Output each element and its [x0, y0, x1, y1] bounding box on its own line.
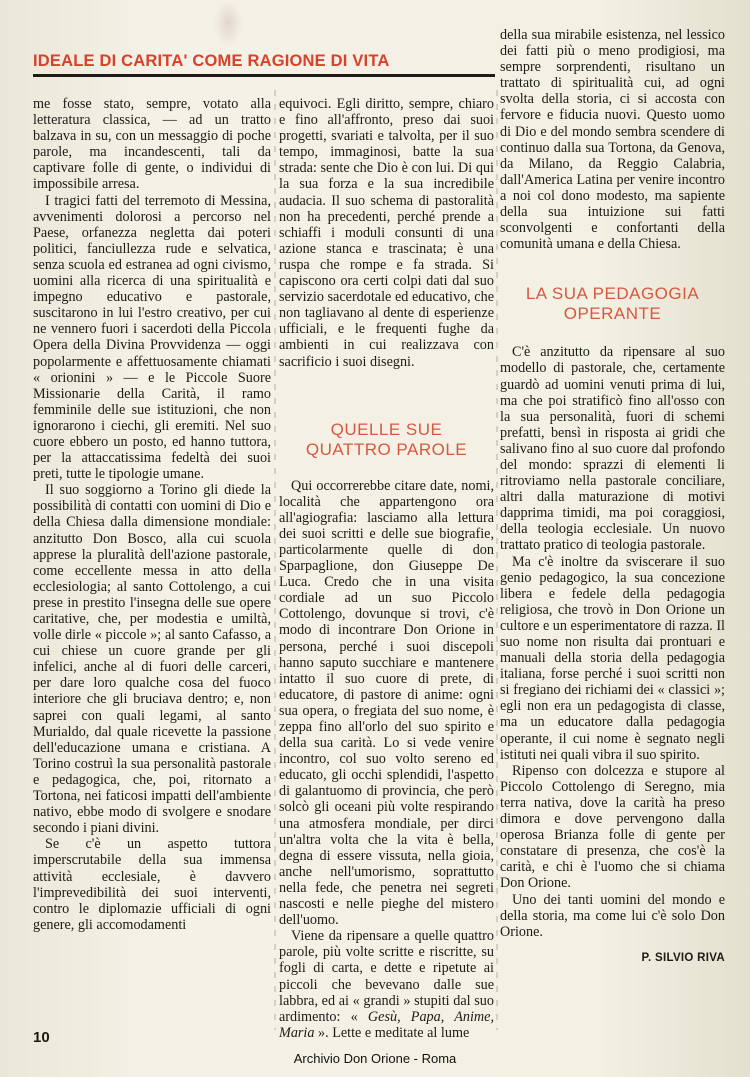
- author-signature: P. SILVIO RIVA: [641, 951, 725, 964]
- paragraph-text: ». Lette e meditate al lume: [314, 1024, 470, 1041]
- column-1: [33, 96, 271, 933]
- paragraph: Ma c'è inoltre da sviscerare il suo genio pedagogico, la sua concezione libera e fedele della pedagogia religiosa, che trovò in Don Orione un cultore e un esperimentatore di razza. Il suo nome non risulta dai prontuari e manuali della storia della pedagogia italiana, forse perché i suoi scritti non si fregiano dei richiami dei « classici »; egli non era un pedagogista di classe, ma un educatore dalla pedagogia operante, il cui nome è segnato negli istituti nei quali vibra il suo spirito.: [500, 553, 725, 763]
- section-heading-line: LA SUA PEDAGOGIA: [525, 284, 700, 304]
- section-heading-line: QUELLE SUE: [330, 419, 443, 439]
- archive-footer: Archivio Don Orione - Roma: [293, 1051, 457, 1066]
- paragraph: [279, 928, 494, 1041]
- paragraph: I tragici fatti del terremoto di Messina, avvenimenti dolorosi a percorso nel Paese, orfanezza negletta dai poteri politici, fanciullezza rude e selvatica, senza scuola ed estranea ad ogni civismo, uomini alla ricerca di una spiritualità e impegno educativo e pastorale, suscitarono in lui l'estro creativo, per cui ne vennero fuori i sacerdoti della Piccola Opera della Divina Provvidenza — oggi popolarmente e affettuosamente chiamati « orionini » — e le Piccole Suore Missionarie della Carità, il ramo femminile delle sue istituzioni, che non ignorarono i ciechi, gli eremiti. Nel suo cuore ebbero un posto, ed hanno tuttora, per la attaccatissima fedeltà dei suoi preti, tutte le tipologie umane.: [33, 192, 271, 483]
- section-heading-line: OPERANTE: [563, 304, 662, 324]
- paragraph: Qui occorrerebbe citare date, nomi, località che appartengono ora all'agiografia: lasciamo alla lettura dei suoi scritti e delle sue biografie, particolarmente quelle di don Sparpaglione, don Giuseppe De Luca. Credo che in una visita cordiale ad un suo Piccolo Cottolengo, dovunque si trovi, c'è modo di incontrare Don Orione in persona, perché i suoi discepoli hanno saputo succhiare e mantenere intatto il suo cuore di prete, di educatore, di pastore di anime: ogni sua opera, o fregiata del suo nome, è zeppa fino all'orlo del suo spirito e della sua carità. Lo si vede venire incontro, col suo volto sereno ed educato, gli occhi splendidi, l'aspetto di galantuomo di provincia, che però solcò gli oceani più volte respirando una atmosfera mondiale, per dirci un'altra volta che la vita è bella, degna di essere vissuta, nella gioia, anche nell'umorismo, soprattutto nella fede, che penetra nei segreti nascosti e nelle pieghe del mistero dell'uomo.: [279, 477, 494, 929]
- title-rule: [33, 74, 495, 77]
- section-heading-line: QUATTRO PAROLE: [305, 439, 468, 459]
- page-number: 10: [33, 1029, 50, 1046]
- paragraph-text: Viene da ripensare a quelle quattro parole, più volte scritte e riscritte, su fogli di carta, e dette e ripetute ai piccoli che bevevano dalle sue labbra, ed ai « grandi » stupiti dal suo ardimento: «: [279, 928, 494, 1025]
- paragraph: Se c'è un aspetto tuttora imperscrutabile della sua immensa attività ecclesiale, è davvero l'imprevedibilità dei suoi interventi, contro le diplomazie ufficiali di ogni genere, gli accomodamenti: [33, 836, 271, 933]
- paragraph: equivoci. Egli diritto, sempre, chiaro e fino all'affronto, preso dai suoi progetti, svariati e talvolta, per il suo tempo, immaginosi, batte la sua strada: sente che Dio è con lui. Di qui la sua forza e la sua incredibile audacia. Il suo schema di pastoralità non ha precedenti, perché prende a schiaffi i moduli consunti di una azione stanca e trascinata; è una ruspa che rompe e fa strada. Si capiscono ora certi colpi dati dal suo servizio sacerdotale ed educativo, che non tagliavano al dente di esperienze ufficiali, e le frequenti fughe da ambienti in cui realizzava con sacrificio i suoi disegni.: [279, 96, 494, 370]
- quoted-motto: Gesù, Papa, Anime, Maria: [279, 1008, 494, 1041]
- paper-stain: [214, 0, 242, 46]
- section-heading: [279, 420, 494, 460]
- column-3: [500, 27, 725, 966]
- column-divider: [496, 90, 498, 1030]
- paragraph: Ripenso con dolcezza e stupore al Piccolo Cottolengo di Seregno, mia terra nativa, dove la carità ha preso dimora e dove pervengono dalla operosa Brianza folle di gente per constatare di presenza, che cos'è la carità, e chi è l'uomo che si chiama Don Orione.: [500, 762, 725, 892]
- column-2: [279, 96, 494, 1041]
- article-title: IDEALE DI CARITA' COME RAGIONE DI VITA: [33, 52, 390, 70]
- section-heading: [500, 284, 725, 324]
- paragraph: Uno dei tanti uomini del mondo e della storia, ma come lui c'è solo Don Orione.: [500, 891, 725, 940]
- column-divider: [274, 90, 276, 1030]
- paragraph: me fosse stato, sempre, votato alla letteratura classica, — ad un tratto balzava in su, con un messaggio di poche parole, ma incandescenti, tali da captivare folle di gente, o individui di impossibile arresa.: [33, 96, 271, 193]
- paragraph: C'è anzitutto da ripensare al suo modello di pastorale, che, certamente guardò ad uomini venuti prima di lui, ma che poi stratificò fino all'osso con la sua personalità, fuori di schemi prefatti, bensì in risposta ai gridi che salivano fino al suo cuore dal profondo del mondo: sprazzi di elementi li ritroviamo nella pastorale conciliare, altri dalla maturazione di motivi dapprima timidi, ma poi coraggiosi, della teologia ecclesiale. Un nuovo trattato pratico di teologia pastorale.: [500, 344, 725, 554]
- paragraph: Il suo soggiorno a Torino gli diede la possibilità di contatti con uomini di Dio e della Chiesa dalla dimensione mondiale: anzitutto Don Bosco, alla cui scuola apprese la pluralità dell'azione pastorale, come eccellente messa in atto della ecclesiologia; al santo Cottolengo, a cui prese in prestito l'insegna delle sue opere caritative, che, per modestia e umiltà, volle dirle « piccole »; al santo Cafasso, a cui chiese un cuore grande per gli infelici, anche al di fuori delle carceri, per dare loro qualche cosa del fuoco interiore che gli bruciava dentro; e, non saprei con quali legami, al santo Murialdo, dal quale ricevette la passione dell'educazione umana e cristiana. A Torino costruì la sua personalità pastorale e pedagogica, che, poi, ritornato a Tortona, nei faticosi impatti dell'ambiente nativo, ebbe modo di svolgere e snodare secondo i piani divini.: [33, 482, 271, 837]
- paragraph: della sua mirabile esistenza, nel lessico dei fatti più o meno prodigiosi, ma sempre sorprendenti, risultano un trattato di spiritualità cui, ad ogni svolta della storia, ci si accosta con fervore e fiducia nuovi. Questo uomo di Dio e del mondo sembra scendere di continuo dalla sua Tortona, da Genova, da Milano, da Reggio Calabria, dall'America Latina per venire incontro a noi col dono modesto, ma sapiente della sua intuizione sui fatti sconvolgenti e confortanti della comunità umana e della Chiesa.: [500, 27, 725, 253]
